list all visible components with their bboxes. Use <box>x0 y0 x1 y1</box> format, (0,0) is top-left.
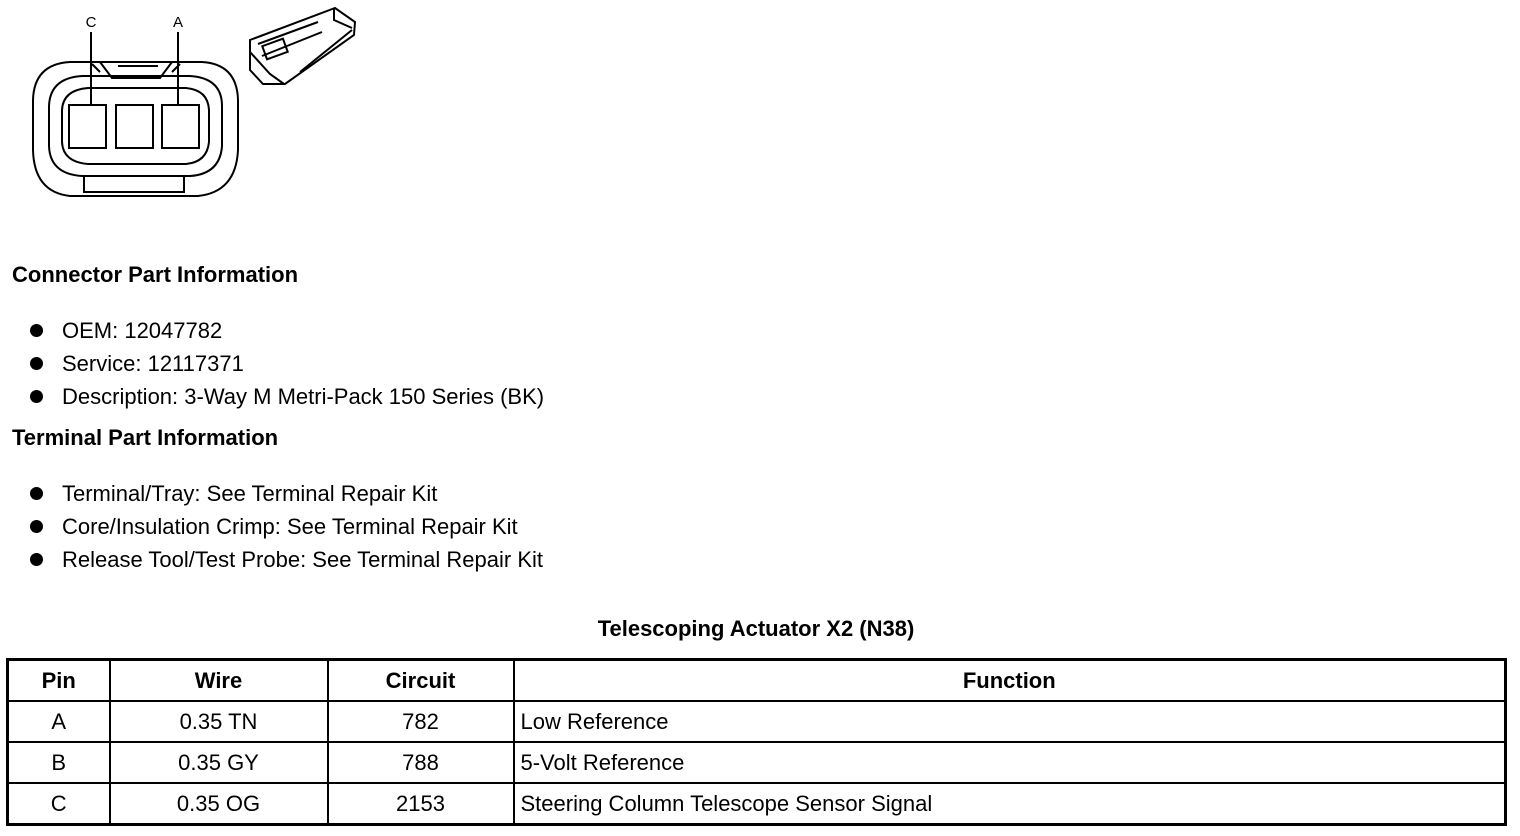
list-item <box>28 510 543 543</box>
pin-cavity-b <box>116 105 153 148</box>
table-row <box>8 783 1506 825</box>
table-row <box>8 701 1506 742</box>
header-pin: Pin <box>8 660 110 702</box>
header-function: Function <box>514 660 1506 702</box>
pin-cavity-a <box>162 105 199 148</box>
cell-pin: B <box>8 742 110 783</box>
pin-cavity-c <box>69 105 106 148</box>
connector-description: Description: 3-Way M Metri-Pack 150 Series (BK) <box>62 384 545 409</box>
cell-function: 5-Volt Reference <box>514 742 1506 783</box>
terminal-tray-info: Terminal/Tray: See Terminal Repair Kit <box>62 481 438 506</box>
cell-pin: A <box>8 701 110 742</box>
connector-part-info-list <box>28 314 544 413</box>
pinout-table <box>6 658 1507 826</box>
bullet-icon <box>30 390 43 403</box>
connector-cavity <box>62 88 209 164</box>
bullet-icon <box>30 553 43 566</box>
cell-wire: 0.35 OG <box>110 783 328 825</box>
bullet-icon <box>30 324 43 337</box>
pin-labels <box>86 14 183 31</box>
service-part-number: Service: 12117371 <box>62 351 244 376</box>
cell-wire: 0.35 TN <box>110 701 328 742</box>
list-item <box>28 380 544 413</box>
oem-part-number: OEM: 12047782 <box>62 318 223 343</box>
table-header-row <box>8 660 1506 702</box>
bullet-icon <box>30 520 43 533</box>
cell-function: Low Reference <box>514 701 1506 742</box>
list-item <box>28 314 544 347</box>
header-circuit: Circuit <box>328 660 514 702</box>
connector-key <box>84 176 184 192</box>
list-item <box>28 543 543 576</box>
connector-side-view <box>250 8 355 84</box>
table-row <box>8 742 1506 783</box>
cell-circuit: 788 <box>328 742 514 783</box>
bullet-icon <box>30 487 43 500</box>
pin-label-c: C <box>85 14 97 31</box>
list-item <box>28 347 544 380</box>
cell-pin: C <box>8 783 110 825</box>
pin-label-a: A <box>172 14 184 31</box>
terminal-part-info-list <box>28 477 543 576</box>
bullet-icon <box>30 357 43 370</box>
terminal-part-info-heading: Terminal Part Information <box>12 425 279 450</box>
cell-wire: 0.35 GY <box>110 742 328 783</box>
crimp-info: Core/Insulation Crimp: See Terminal Repair Kit <box>62 514 518 539</box>
release-tool-info: Release Tool/Test Probe: See Terminal Repair Kit <box>62 547 543 572</box>
cell-circuit: 782 <box>328 701 514 742</box>
connector-part-info-heading: Connector Part Information <box>12 262 299 287</box>
cell-function: Steering Column Telescope Sensor Signal <box>514 783 1506 825</box>
header-wire: Wire <box>110 660 328 702</box>
table-caption: Telescoping Actuator X2 (N38) <box>597 616 915 641</box>
connector-diagram <box>0 0 380 215</box>
list-item <box>28 477 543 510</box>
cell-circuit: 2153 <box>328 783 514 825</box>
